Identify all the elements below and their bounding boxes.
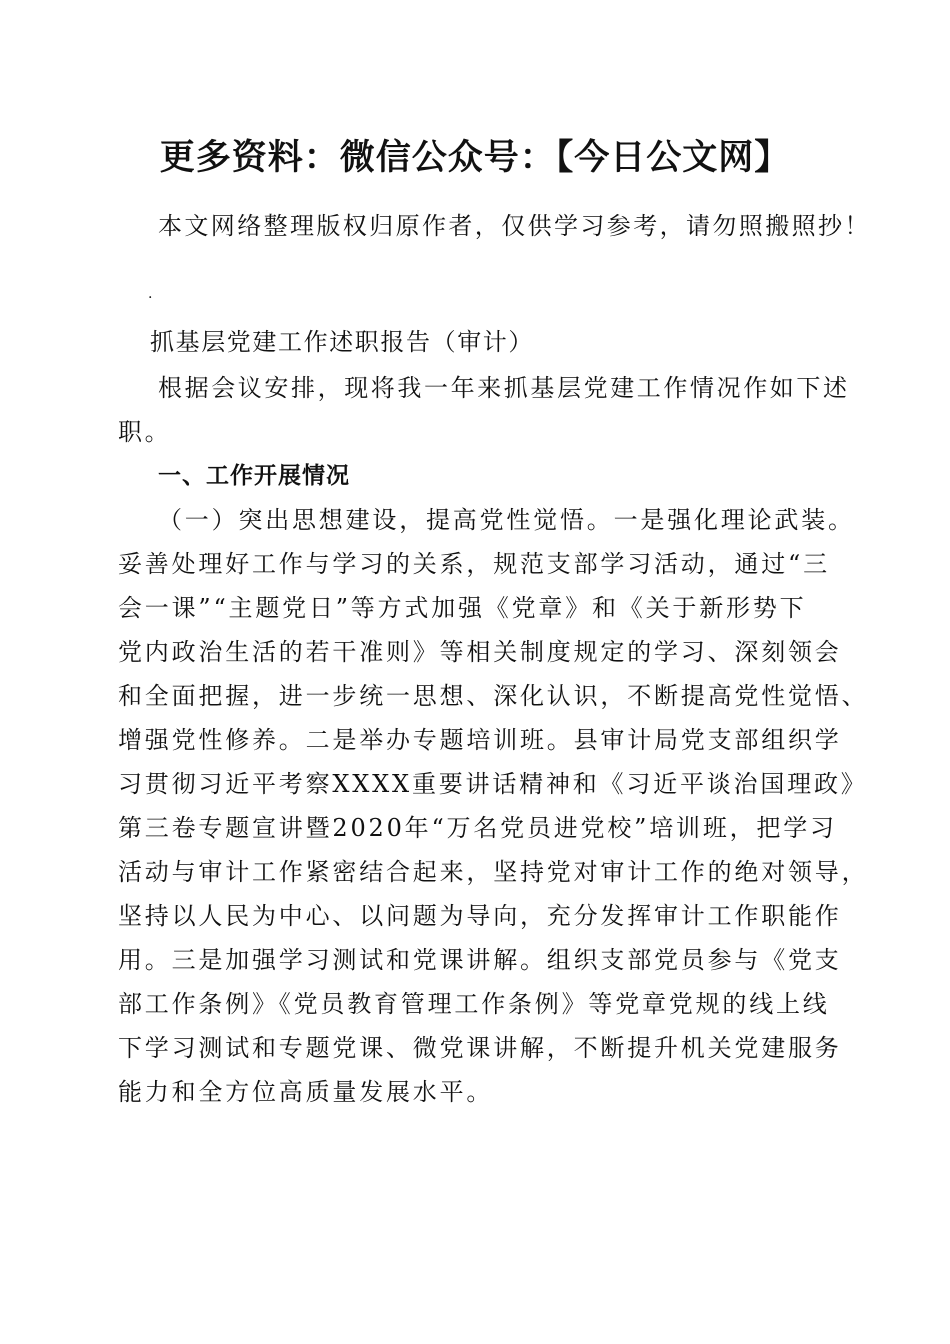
- document-title: 抓基层党建工作述职报告（审计）: [150, 328, 534, 356]
- paragraph-line: 会一课”“主题党日”等方式加强《党章》和《关于新形势下: [118, 594, 807, 622]
- paragraph-line: 和全面把握，进一步统一思想、深化认识，不断提高党性觉悟、: [118, 682, 869, 710]
- intro-line: 职。: [118, 418, 172, 446]
- paragraph-line: 用。三是加强学习测试和党课讲解。组织支部党员参与《党支: [118, 946, 842, 974]
- paragraph-line: 党内政治生活的若干准则》等相关制度规定的学习、深刻领会: [118, 638, 842, 666]
- paragraph-line: 坚持以人民为中心、以问题为导向，充分发挥审计工作职能作: [118, 902, 842, 930]
- page-title: 更多资料：微信公众号：【今日公文网】: [159, 137, 791, 178]
- paragraph-line: 第三卷专题宣讲暨2020年“万名党员进党校”培训班，把学习: [118, 814, 837, 842]
- section-heading: 一、工作开展情况: [158, 463, 350, 489]
- paragraph-line: 活动与审计工作紧密结合起来，坚持党对审计工作的绝对领导，: [118, 858, 869, 886]
- notice-dot: .: [148, 286, 156, 302]
- paragraph-line: （一）突出思想建设，提高党性觉悟。一是强化理论武装。: [158, 506, 855, 534]
- paragraph-line: 妥善处理好工作与学习的关系，规范支部学习活动，通过“三: [118, 550, 830, 578]
- paragraph-line: 下学习测试和专题党课、微党课讲解，不断提升机关党建服务: [118, 1034, 842, 1062]
- copyright-notice: 本文网络整理版权归原作者，仅供学习参考，请勿照搬照抄！: [158, 212, 871, 240]
- paragraph-line: 习贯彻习近平考察XXXX重要讲话精神和《习近平谈治国理政》: [118, 770, 868, 798]
- paragraph-line: 部工作条例》《党员教育管理工作条例》等党章党规的线上线: [118, 990, 830, 1018]
- paragraph-line: 增强党性修养。二是举办专题培训班。县审计局党支部组织学: [118, 726, 842, 754]
- intro-line: 根据会议安排，现将我一年来抓基层党建工作情况作如下述: [158, 374, 850, 402]
- paragraph-line: 能力和全方位高质量发展水平。: [118, 1078, 494, 1106]
